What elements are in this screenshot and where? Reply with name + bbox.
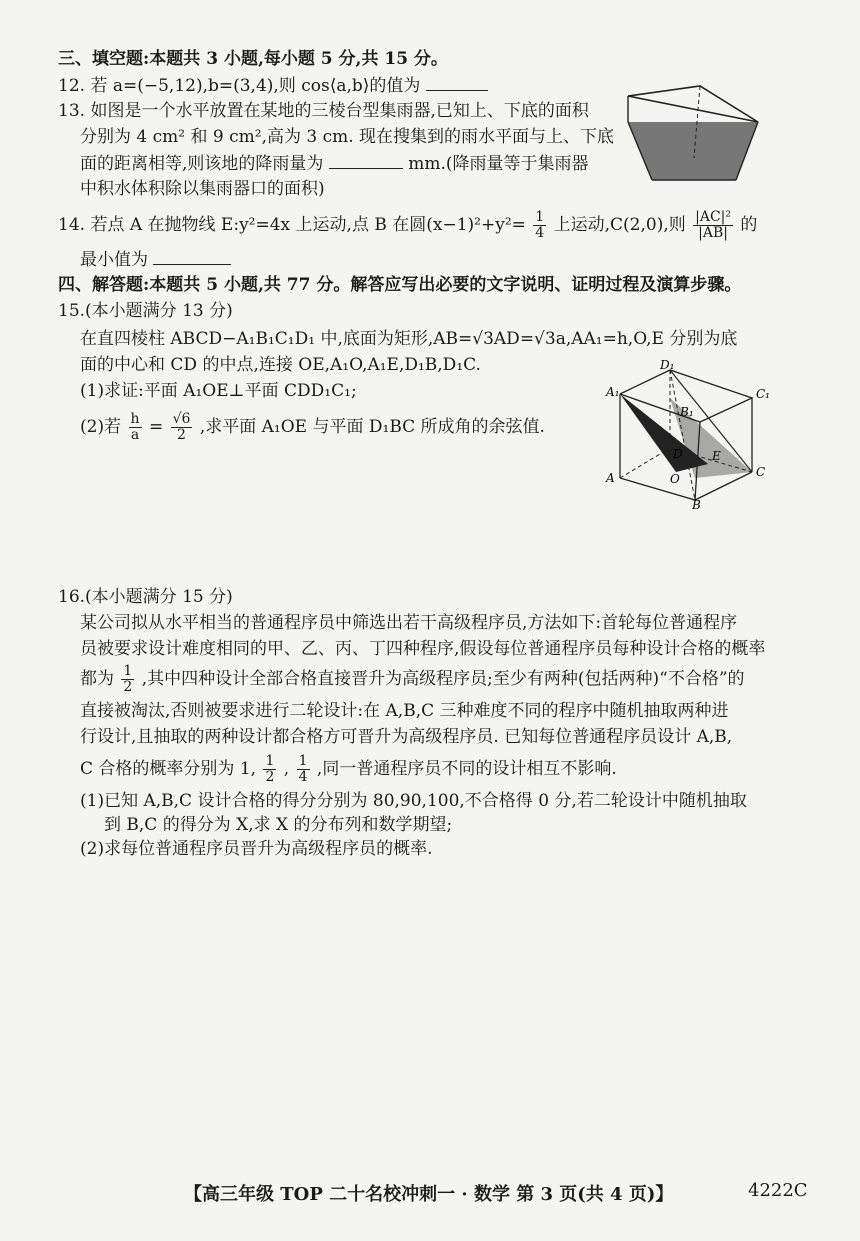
q14-frac2-num: |AC|² (695, 209, 732, 225)
q14-radius-fraction (533, 210, 546, 241)
q16-prob-c-fraction (297, 754, 310, 785)
q16-line3a: 都为 (80, 669, 114, 689)
prism-figure (600, 360, 772, 510)
q16-line3b: ,其中四种设计全部合格直接晋升为高级程序员;至少有两种(包括两种)“不合格”的 (141, 669, 745, 689)
q15-frac-den: a (130, 427, 140, 443)
q16-half-fraction (121, 664, 134, 695)
fig-label-b1: B₁ (680, 405, 694, 419)
q14-frac-den: 4 (535, 225, 545, 241)
fig-label-a: A (606, 471, 615, 485)
q15-ha-fraction (129, 412, 142, 443)
q13-line3b: mm.(降雨量等于集雨器 (408, 154, 589, 174)
q15-part1: (1)求证:平面 A₁OE⊥平面 CDD₁C₁; (80, 381, 357, 401)
fig-label-e: E (712, 449, 721, 463)
fig-label-d: D (673, 447, 683, 461)
q12-answer-blank[interactable] (426, 74, 488, 91)
q13-line2: 分别为 4 cm² 和 9 cm²,高为 3 cm. 现在搜集到的雨水平面与上、下底 (80, 127, 615, 147)
section3-header: 三、填空题:本题共 3 小题,每小题 5 分,共 15 分。 (58, 49, 448, 69)
q13-line1: 13. 如图是一个水平放置在某地的三棱台型集雨器,已知上、下底的面积 (58, 101, 589, 121)
q15-part2b: = (148, 417, 164, 437)
page-footer: 【高三年级 TOP 二十名校冲刺一 · 数学 第 3 页(共 4 页)】 (184, 1184, 674, 1205)
q14-part2: 上运动,C(2,0),则 (553, 215, 686, 235)
q13-answer-blank[interactable] (329, 152, 403, 169)
frustum-water-fill (628, 122, 758, 180)
q14-answer-blank[interactable] (153, 248, 231, 265)
fig-label-b: B (692, 498, 701, 510)
q16-line3 (80, 664, 745, 695)
q13-line3 (80, 152, 589, 175)
fig-label-o: O (670, 472, 680, 486)
q15-frac2-den: 2 (177, 427, 186, 443)
question-12 (58, 74, 488, 97)
q16-part1a: (1)已知 A,B,C 设计合格的得分分别为 80,90,100,不合格得 0 分,若二轮设计中随机抽取 (80, 791, 747, 811)
q16-line5: 行设计,且抽取的两种设计都合格方可晋升为高级程序员. 已知每位普通程序员设计 A,B, (80, 727, 733, 747)
q16-title: 16.(本小题满分 15 分) (58, 587, 233, 607)
q15-frac-num: h (130, 411, 140, 427)
q14-ratio-fraction (693, 210, 733, 241)
q16-part1b: 到 B,C 的得分为 X,求 X 的分布列和数学期望; (104, 815, 453, 835)
q15-part2 (80, 412, 545, 443)
q14-part3: 的 (740, 215, 758, 235)
q15-line2: 面的中心和 CD 的中点,连接 OE,A₁O,A₁E,D₁B,D₁C. (80, 355, 481, 375)
q14-line2 (80, 248, 231, 271)
q15-title: 15.(本小题满分 13 分) (58, 301, 233, 321)
q15-part2a: (2)若 (80, 417, 122, 437)
q15-line1: 在直四棱柱 ABCD−A₁B₁C₁D₁ 中,底面为矩形,AB=√3AD=√3a,AA₁=h,O,E 分别为底 (80, 329, 738, 349)
section4-header: 四、解答题:本题共 5 小题,共 77 分。解答应写出必要的文字说明、证明过程及演算步骤。 (58, 275, 742, 295)
q16-f1-num: 1 (265, 753, 275, 769)
q16-line2: 员被要求设计难度相同的甲、乙、丙、丁四种程序,假设每位普通程序员每种设计合格的概率 (80, 639, 766, 659)
q15-frac2-num: √6 (172, 411, 191, 427)
fig-label-c: C (756, 465, 766, 479)
q16-f2-num: 1 (298, 753, 308, 769)
q13-line3a: 面的距离相等,则该地的降雨量为 (80, 154, 324, 174)
q14-line2-text: 最小值为 (80, 250, 148, 270)
q16-part2: (2)求每位普通程序员晋升为高级程序员的概率. (80, 839, 433, 859)
q16-frac-den: 2 (123, 679, 133, 695)
q16-sep: , (283, 759, 290, 779)
q16-f1-den: 2 (265, 769, 275, 785)
q16-line4: 直接被淘汰,否则被要求进行二轮设计:在 A,B,C 三种难度不同的程序中随机抽取两种进 (80, 701, 729, 721)
q16-f2-den: 4 (298, 769, 308, 785)
q16-line6 (80, 754, 617, 785)
q12-text: 12. 若 a=(−5,12),b=(3,4),则 cos⟨a,b⟩的值为 (58, 76, 421, 96)
q13-line4: 中积水体积除以集雨器口的面积) (80, 179, 325, 199)
q15-part2c: ,求平面 A₁OE 与平面 D₁BC 所成角的余弦值. (199, 417, 545, 437)
fig-label-d1: D₁ (660, 360, 675, 372)
q14-frac2-den: |AB| (698, 225, 728, 241)
paper-code: 4222C (748, 1180, 808, 1201)
q15-sqrt6-fraction (171, 412, 193, 443)
fig-label-a1: A₁ (606, 385, 620, 399)
q16-frac-num: 1 (123, 663, 133, 679)
frustum-rain-collector-figure (618, 78, 768, 190)
q16-prob-b-fraction (263, 754, 276, 785)
q14-frac-num: 1 (535, 209, 545, 225)
q16-line6b: ,同一普通程序员不同的设计相互不影响. (316, 759, 617, 779)
question-14 (58, 210, 757, 241)
q14-part1: 14. 若点 A 在抛物线 E:y²=4x 上运动,点 B 在圆(x−1)²+y²= (58, 215, 526, 235)
q16-line1: 某公司拟从水平相当的普通程序员中筛选出若干高级程序员,方法如下:首轮每位普通程序 (80, 613, 738, 633)
q16-line6a: C 合格的概率分别为 1, (80, 759, 257, 779)
fig-label-c1: C₁ (756, 387, 770, 401)
